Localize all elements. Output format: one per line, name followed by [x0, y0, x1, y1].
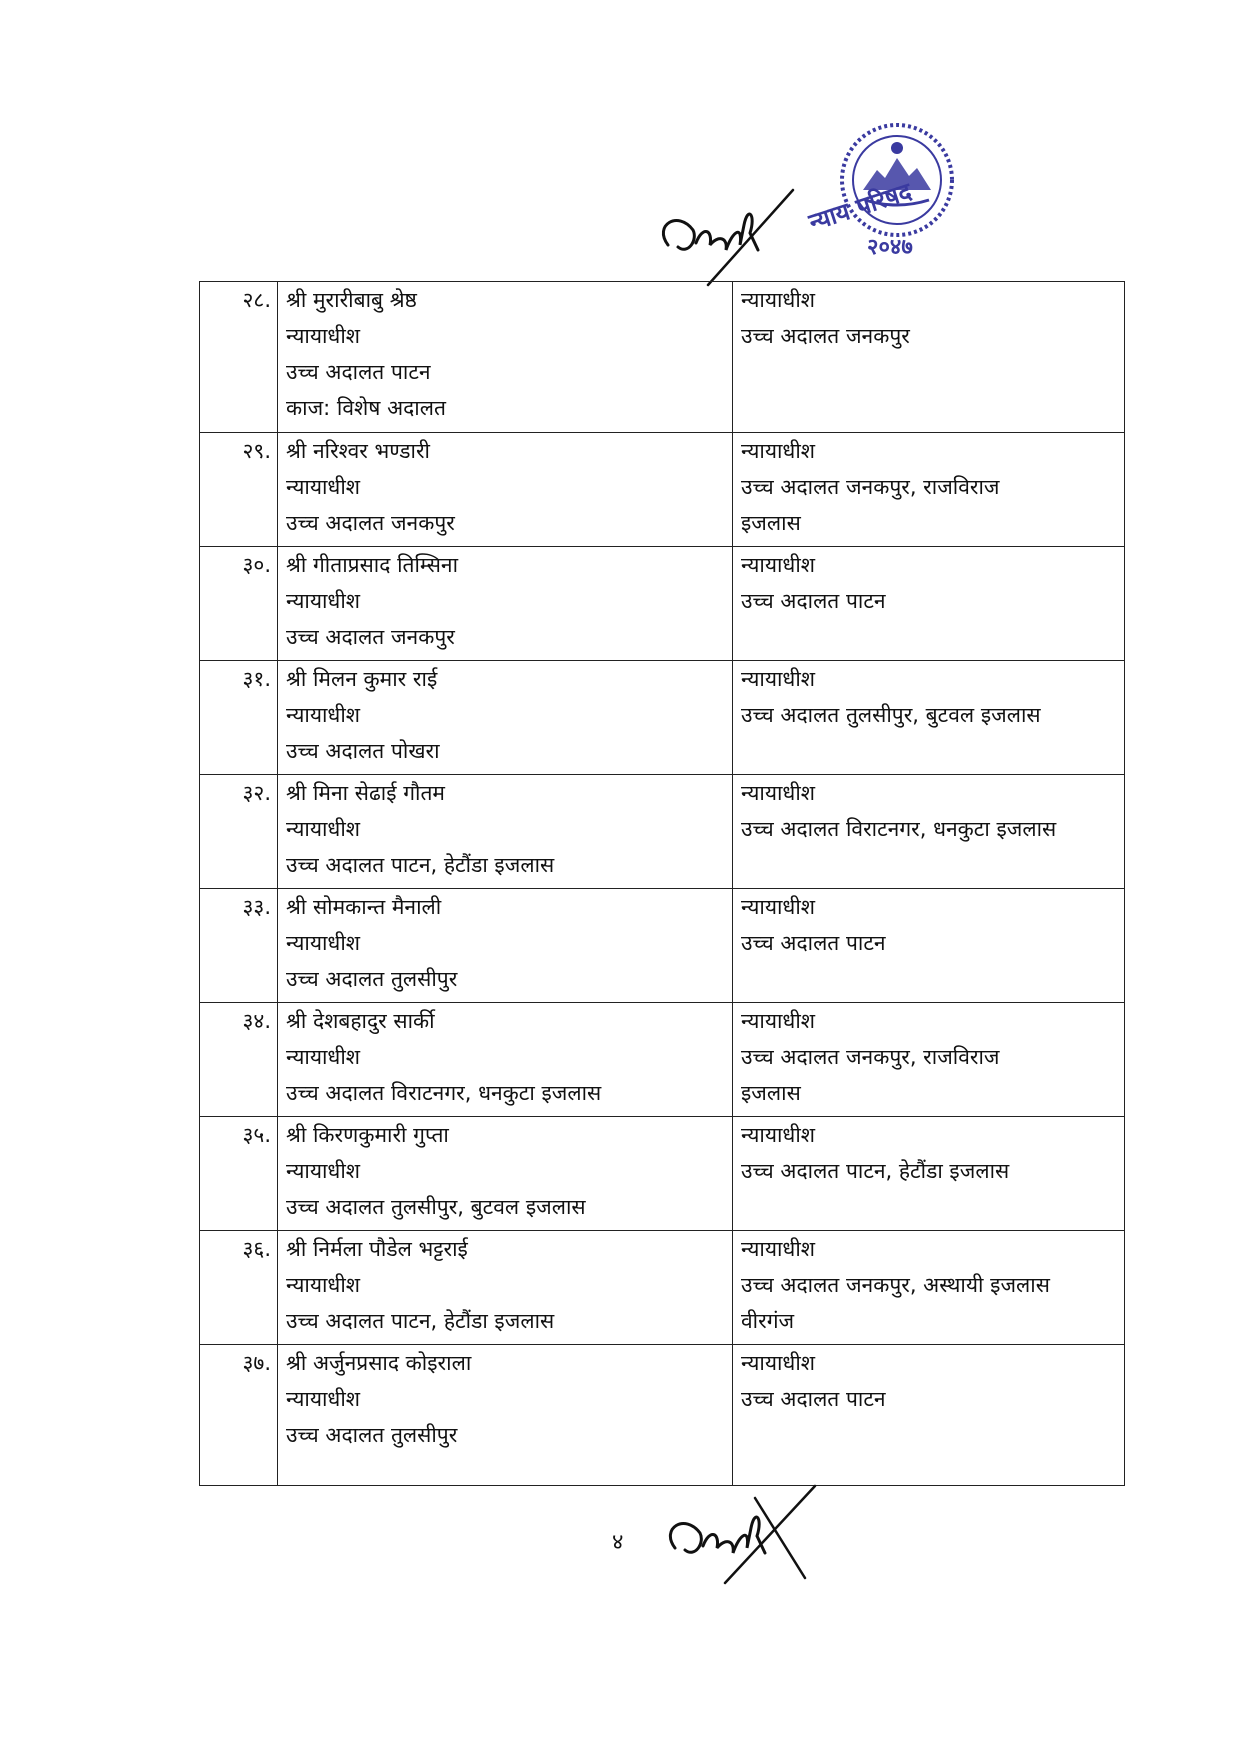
new-court-cont: वीरगंज [741, 1309, 795, 1333]
judge-name: श्री सोमकान्त मैनाली [286, 895, 442, 919]
current-title: न्यायाधीश [286, 931, 361, 955]
current-post-cell [278, 775, 733, 889]
current-post-cell [278, 433, 733, 547]
table-row [200, 1117, 1125, 1231]
table-row [200, 1345, 1125, 1486]
new-court: उच्च अदालत जनकपुर, अस्थायी इजलास [741, 1273, 1050, 1297]
current-post-cell [278, 889, 733, 1003]
current-post-cell [278, 1231, 733, 1345]
table-row [200, 547, 1125, 661]
page-number: ४ [612, 1530, 624, 1555]
row-number: ३१. [200, 661, 278, 775]
signature-bottom [655, 1478, 825, 1588]
judge-name: श्री निर्मला पौडेल भट्टराई [286, 1237, 468, 1261]
new-title: न्यायाधीश [741, 439, 816, 463]
judge-name: श्री देशबहादुर सार्की [286, 1009, 435, 1033]
new-post-cell [733, 1003, 1125, 1117]
signature-top [648, 185, 798, 295]
current-title: न्यायाधीश [286, 475, 361, 499]
table-row [200, 433, 1125, 547]
current-title: न्यायाधीश [286, 1045, 361, 1069]
table-row [200, 1231, 1125, 1345]
current-court: उच्च अदालत पाटन, हेटौंडा इजलास [286, 853, 555, 877]
new-post-cell [733, 1345, 1125, 1486]
judicial-council-seal [805, 118, 970, 283]
new-title: न्यायाधीश [741, 288, 816, 312]
judge-name: श्री अर्जुनप्रसाद कोइराला [286, 1351, 472, 1375]
new-title: न्यायाधीश [741, 895, 816, 919]
transfer-roster-table [199, 281, 1125, 1486]
judge-name: श्री नरिश्वर भण्डारी [286, 439, 430, 463]
new-title: न्यायाधीश [741, 667, 816, 691]
new-court: उच्च अदालत पाटन, हेटौंडा इजलास [741, 1159, 1010, 1183]
row-number: २८. [200, 282, 278, 433]
new-title: न्यायाधीश [741, 1009, 816, 1033]
current-deputation: काज: विशेष अदालत [286, 396, 446, 420]
table-row [200, 1003, 1125, 1117]
current-court: उच्च अदालत जनकपुर [286, 625, 455, 649]
current-court: उच्च अदालत तुलसीपुर [286, 967, 458, 991]
current-court: उच्च अदालत पाटन, हेटौंडा इजलास [286, 1309, 555, 1333]
table-row [200, 775, 1125, 889]
new-court: उच्च अदालत जनकपुर, राजविराज [741, 475, 1000, 499]
new-post-cell [733, 1117, 1125, 1231]
row-number: ३२. [200, 775, 278, 889]
seal-text: न्याय परिषद [805, 177, 915, 237]
table-row [200, 889, 1125, 1003]
current-court: उच्च अदालत तुलसीपुर [286, 1423, 458, 1447]
current-court: उच्च अदालत पोखरा [286, 739, 440, 763]
current-title: न्यायाधीश [286, 1273, 361, 1297]
new-title: न्यायाधीश [741, 1123, 816, 1147]
current-post-cell [278, 661, 733, 775]
row-number: ३०. [200, 547, 278, 661]
judge-name: श्री मिलन कुमार राई [286, 667, 438, 691]
new-post-cell [733, 661, 1125, 775]
current-post-cell [278, 282, 733, 433]
current-post-cell [278, 547, 733, 661]
new-post-cell [733, 433, 1125, 547]
current-post-cell [278, 1117, 733, 1231]
current-post-cell [278, 1003, 733, 1117]
current-title: न्यायाधीश [286, 703, 361, 727]
new-post-cell [733, 1231, 1125, 1345]
new-court: उच्च अदालत पाटन [741, 1387, 886, 1411]
new-title: न्यायाधीश [741, 553, 816, 577]
judge-name: श्री मुरारीबाबु श्रेष्ठ [286, 288, 417, 312]
judge-name: श्री गीताप्रसाद तिम्सिना [286, 553, 459, 577]
new-title: न्यायाधीश [741, 1237, 816, 1261]
new-title: न्यायाधीश [741, 781, 816, 805]
new-court: उच्च अदालत जनकपुर, राजविराज [741, 1045, 1000, 1069]
row-number: २९. [200, 433, 278, 547]
current-title: न्यायाधीश [286, 1159, 361, 1183]
row-number: ३३. [200, 889, 278, 1003]
table-row [200, 661, 1125, 775]
row-number: ३५. [200, 1117, 278, 1231]
new-post-cell [733, 282, 1125, 433]
seal-year: २०४७ [867, 235, 913, 260]
table-row [200, 282, 1125, 433]
row-number: ३४. [200, 1003, 278, 1117]
current-court: उच्च अदालत जनकपुर [286, 511, 455, 535]
new-post-cell [733, 889, 1125, 1003]
new-court-cont: इजलास [741, 1081, 801, 1105]
current-court: उच्च अदालत तुलसीपुर, बुटवल इजलास [286, 1195, 586, 1219]
new-post-cell [733, 775, 1125, 889]
new-post-cell [733, 547, 1125, 661]
current-title: न्यायाधीश [286, 589, 361, 613]
new-court: उच्च अदालत विराटनगर, धनकुटा इजलास [741, 817, 1057, 841]
new-court: उच्च अदालत पाटन [741, 931, 886, 955]
new-court: उच्च अदालत तुलसीपुर, बुटवल इजलास [741, 703, 1041, 727]
row-number: ३६. [200, 1231, 278, 1345]
new-court-cont: इजलास [741, 511, 801, 535]
new-court: उच्च अदालत जनकपुर [741, 324, 910, 348]
current-title: न्यायाधीश [286, 324, 361, 348]
new-title: न्यायाधीश [741, 1351, 816, 1375]
row-number: ३७. [200, 1345, 278, 1486]
judge-name: श्री किरणकुमारी गुप्ता [286, 1123, 449, 1147]
current-post-cell [278, 1345, 733, 1486]
current-court: उच्च अदालत पाटन [286, 360, 431, 384]
current-title: न्यायाधीश [286, 1387, 361, 1411]
new-court: उच्च अदालत पाटन [741, 589, 886, 613]
current-court: उच्च अदालत विराटनगर, धनकुटा इजलास [286, 1081, 602, 1105]
judge-name: श्री मिना सेढाई गौतम [286, 781, 445, 805]
current-title: न्यायाधीश [286, 817, 361, 841]
